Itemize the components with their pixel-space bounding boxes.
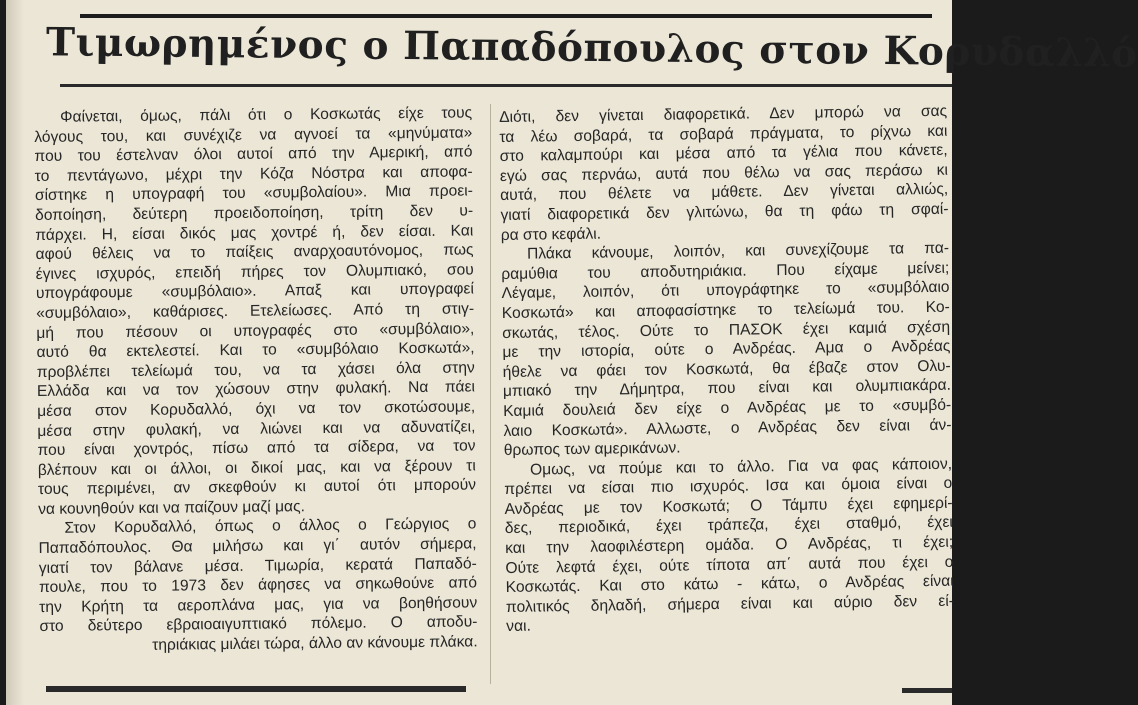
text-line: Φαίνεται, όμως, πάλι ότι ο Κοσκωτάς είχε τους <box>60 104 473 126</box>
text-line: τηριάκιας μιλάει τώρα, άλλο αν κάνουμε πλάκα. <box>152 633 478 654</box>
text-line: προβλέπει τελείωμά του, να τα χάσει όλα στην <box>36 359 475 381</box>
text-line: πολιτικός δηλαδή, σήμερα είναι και αύριο δεν εί- <box>505 592 955 616</box>
text-line: δες, περιοδικά, έχει τράπεζα, έχει σταθμό, έχει <box>504 514 953 538</box>
text-line: λόγους του, και συνέχιζε να αγνοεί τα «μηνύματα» <box>34 124 473 146</box>
text-line: μή που πέσουν οι υπογραφές στο «συμβόλαιο», <box>36 319 475 342</box>
text-line: «συμβόλαιο», καθάρισες. Ετελείωσες. Από τη στιγ- <box>36 300 475 322</box>
text-line: Ομως, να πούμε και το άλλο. Για να φας κάποιον, <box>529 455 953 479</box>
text-line: με την ιστορία, ούτε ο Ανδρέας. Αμα ο Ανδρέας <box>502 337 951 362</box>
text-line: αφού θέλεις να το παίξεις αναρχοαυτόνομος, πως <box>35 241 474 264</box>
text-line: λαιο Κοσκωτά». Αλλωστε, ο Ανδρέας δεν είναι άν- <box>503 416 952 440</box>
text-line: τους περιμένει, αν σκεφθούν κι αυτοί ότι μπορούν <box>37 476 477 499</box>
text-line: που είναι χοντρός, πίσω από τα σίδερα, να τον <box>37 437 476 460</box>
bottom-rule-right <box>902 688 952 693</box>
text-line: πάρχει. Η, είσαι δικός μας χοντρέ ή, δεν είσαι. Και <box>35 221 474 244</box>
text-line: γιατί τον βάλανε μέσα. Τιμωρία, κερατά Παπαδό- <box>38 555 477 577</box>
text-line: Διότι, δεν γίνεται διαφορετικά. Δεν μπορώ να σας <box>499 102 948 126</box>
text-line: πρέπει να είσαι πιο ισχυρός. Ισα και όμοια είναι ο <box>504 474 953 499</box>
text-line: Ανδρέας με τον Κοσκωτά; Ο Τάμπυ έχει εφημερί- <box>504 494 953 518</box>
page-fold-shadow <box>6 0 24 705</box>
text-line: αυτά, που θέλετε να μάθετε. Δεν γίνεται αλλιώς, <box>500 181 949 205</box>
text-line: που του έστελναν όλοι αυτοί από την Αμερική, από <box>34 143 473 166</box>
text-line: αυτό θα εκτελεστεί. Και το «συμβόλαιο Κοσκωτά», <box>36 339 475 362</box>
text-line: εγώ σας περνάω, αυτά που θέλω να σας περάσω κι <box>499 161 949 185</box>
newspaper-page <box>6 0 1138 705</box>
text-line: Κοσκωτά» και αποφασίστηκε το τελείωμά του. Κο- <box>501 298 950 322</box>
text-line: Λέγαμε, λοιπόν, ότι υπογράφτηκε το «συμβόλαιο <box>501 279 950 303</box>
text-line: θρωπος των αμερικάνων. <box>503 439 681 460</box>
text-line: σκωτάς, τέλος. Ούτε το ΠΑΣΟΚ έχει καμιά σχέση <box>502 318 951 342</box>
text-line: τα λέω σοβαρά, τα σοβαρά πράγματα, το ρίχνω και <box>499 122 948 146</box>
text-line: την Κρήτη τα αεροπλάνα μας, για να βοηθήσουν <box>39 594 478 616</box>
column-divider <box>490 104 491 684</box>
text-line: Παπαδόπουλος. Θα μιλήσω και γι΄ αυτόν σήμερα, <box>38 535 477 558</box>
text-line: Ελλάδα και να τον χώσουν στην φυλακή. Να πάει <box>36 378 476 401</box>
text-line: μέσα στην φυλακή, να λιώνει και να αδυνατίζει, <box>37 417 476 440</box>
text-line: ναι. <box>506 618 531 636</box>
right-column <box>499 102 954 637</box>
text-line: υπογράφουμε «συμβόλαιο». Απαξ και υπογραφεί <box>35 280 475 303</box>
text-line: Κοσκωτάς. Και στο κάτω - κάτω, ο Ανδρέας είναι <box>505 572 954 597</box>
text-line: σίστηκε η υπογραφή του «συμβολαίου». Μια προει- <box>34 182 473 205</box>
text-line: δοποίηση, δεύτερη προειδοποίηση, τρίτη δεν υ- <box>35 202 474 224</box>
text-line: ρα στο κεφάλι. <box>500 225 602 244</box>
text-line: μέσα στον Κορυδαλλό, όχι να τον σκοτώσουμε, <box>37 398 476 420</box>
text-line: και την λαοφιλέστερη ομάδα. Ο Ανδρέας, τι έχει; <box>505 533 954 558</box>
text-line: στο δεύτερο εβραιοαιγυπτιακό πόλεμο. Ο αποδυ- <box>39 613 478 636</box>
text-line: Πλάκα κάνουμε, λοιπόν, και συνεχίζουμε τα πα- <box>526 239 950 263</box>
top-rule <box>80 14 932 18</box>
text-line: Καμιά δουλειά δεν είχε ο Ανδρέας με το «συμβό- <box>503 396 952 420</box>
text-line: το πεντάγωνο, μέχρι την Κόζα Νόστρα και αποφα- <box>34 163 473 185</box>
text-line: στο καλαμπούρι και μέσα από τα γέλια που κάνετε, <box>499 141 948 166</box>
text-line: έγινες ισχυρός, επειδή πήρες τον Ολυμπιακό, σου <box>35 261 474 283</box>
text-line: Ούτε λεφτά έχει, ούτε τίποτα απ΄ αυτά που έχει ο <box>505 553 954 577</box>
text-line: βλέπουν και οι άλλοι, οι δικοί μας, και να ξέρουν τι <box>37 457 476 479</box>
headline-rule <box>60 84 952 87</box>
left-column <box>34 103 478 656</box>
bottom-rule <box>46 686 466 692</box>
text-line: ραμύθια του αποδυτηριάκια. Που είχαμε μείνει; <box>501 259 950 283</box>
text-line: ήθελε να φάει τον Κοσκωτά, θα έβαζε στον Ολυ- <box>502 357 951 381</box>
headline: Τιμωρημένος ο Παπαδόπουλος στον Κορυδαλλό <box>45 19 1138 77</box>
text-line: μπιακό την Δήμητρα, που είναι και ολυμπιακάρα. <box>502 377 952 401</box>
text-line: πουλε, που το 1973 δεν άφησες να σηκωθούνε από <box>38 574 478 597</box>
text-line: να κουνηθούν και να παίζουν μαζί μας. <box>38 498 305 518</box>
text-line: Στον Κορυδαλλό, όπως ο άλλος ο Γεώργιος ο <box>64 515 477 538</box>
text-line: γιατί διαφορετικά δεν γλιτώνω, θα τη φάω τη σφαί- <box>500 200 949 224</box>
